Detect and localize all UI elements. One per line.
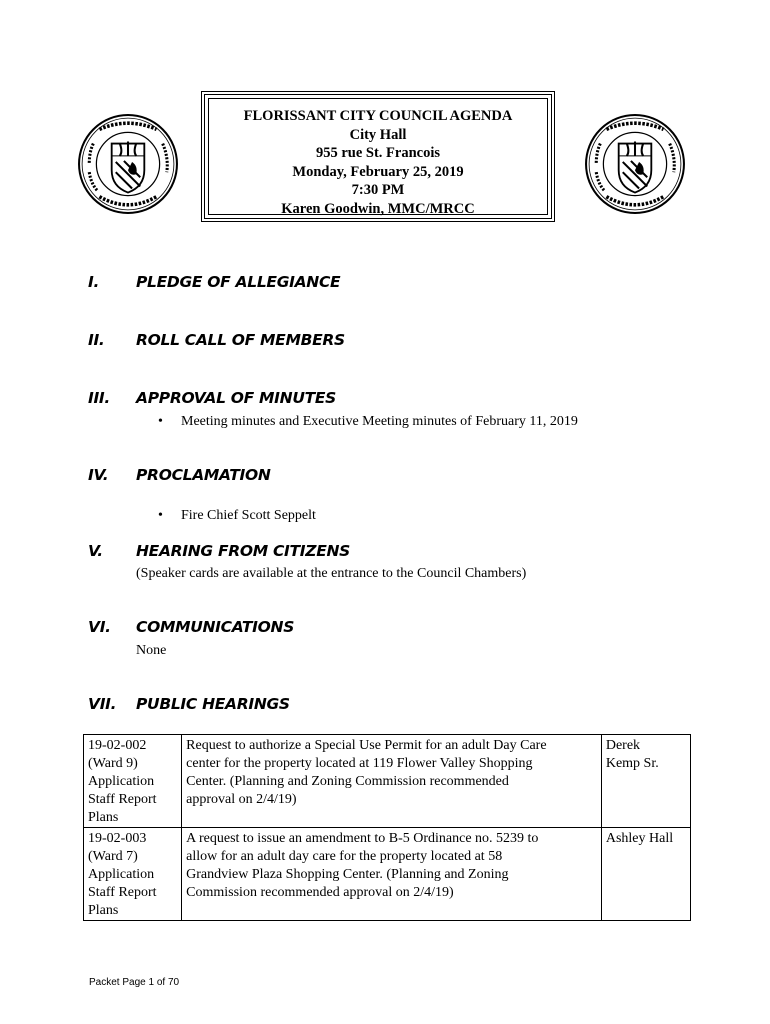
city-seal-icon [584, 113, 686, 215]
public-hearings-table [83, 734, 691, 921]
description-line: center for the property located at 119 Flower Valley Shopping [186, 756, 533, 771]
description-line: approval on 2/4/19) [186, 792, 297, 807]
plans-label: Plans [88, 810, 119, 825]
section-number: VII. [88, 695, 117, 713]
section-title-pledge: PLEDGE OF ALLEGIANCE [136, 273, 341, 291]
description-line: allow for an adult day care for the property located at 58 [186, 849, 503, 864]
proclamation-item: Fire Chief Scott Seppelt [181, 508, 316, 523]
hearing-ref-cell [84, 828, 182, 921]
agenda-header [201, 91, 555, 222]
table-row [84, 828, 691, 921]
table-row [84, 735, 691, 828]
plans-label: Plans [88, 903, 119, 918]
description-line: A request to issue an amendment to B-5 Ordinance no. 5239 to [186, 831, 539, 846]
hearing-ward: (Ward 9) [88, 756, 138, 771]
hearing-number: 19-02-003 [88, 831, 147, 846]
section-title-minutes: APPROVAL OF MINUTES [136, 389, 337, 407]
hearing-ref-cell [84, 735, 182, 828]
section-number: VI. [88, 618, 111, 636]
hearing-presenter-cell [601, 828, 690, 921]
section-number: III. [88, 389, 110, 407]
venue: City Hall [349, 126, 407, 143]
presenter-line: Derek [605, 738, 641, 753]
staff-report-label: Staff Report [88, 885, 157, 900]
bullet-point: • [158, 414, 163, 429]
communications-note: None [136, 643, 167, 658]
minutes-item: Meeting minutes and Executive Meeting minutes of February 11, 2019 [181, 414, 578, 429]
meeting-time: 7:30 PM [351, 182, 405, 198]
hearing-ward: (Ward 7) [88, 849, 138, 864]
hearing-description-cell [182, 735, 602, 828]
description-line: Commission recommended approval on 2/4/19) [186, 885, 454, 900]
hearing-presenter-cell [601, 735, 690, 828]
section-number: IV. [88, 466, 109, 484]
application-label: Application [88, 867, 155, 882]
hearing-number: 19-02-002 [88, 738, 147, 753]
agenda-title: FLORISSANT CITY COUNCIL AGENDA [243, 108, 513, 124]
bullet-point: • [158, 508, 163, 523]
section-title-public-hearings: PUBLIC HEARINGS [136, 695, 290, 713]
citizens-note: (Speaker cards are available at the entrance to the Council Chambers) [136, 566, 527, 581]
city-seal-icon [77, 113, 179, 215]
section-number: I. [88, 273, 100, 291]
description-line: Grandview Plaza Shopping Center. (Planning and Zoning [186, 867, 509, 882]
section-title-proclamation: PROCLAMATION [136, 466, 271, 484]
meeting-date: Monday, February 25, 2019 [292, 163, 464, 180]
city-clerk: Karen Goodwin, MMC/MRCC [281, 200, 475, 217]
section-title-communications: COMMUNICATIONS [136, 618, 295, 636]
page-footer: Packet Page 1 of 70 [89, 977, 180, 988]
presenter-line: Ashley Hall [605, 831, 674, 846]
description-line: Request to authorize a Special Use Permit for an adult Day Care [186, 738, 547, 753]
hearing-description-cell [182, 828, 602, 921]
address: 955 rue St. Francois [315, 145, 441, 161]
section-title-roll-call: ROLL CALL OF MEMBERS [136, 331, 345, 349]
staff-report-label: Staff Report [88, 792, 157, 807]
section-number: II. [88, 331, 105, 349]
presenter-line: Kemp Sr. [605, 756, 659, 771]
description-line: Center. (Planning and Zoning Commission recommended [186, 774, 509, 789]
section-number: V. [88, 542, 103, 560]
section-title-citizens: HEARING FROM CITIZENS [136, 542, 351, 560]
application-label: Application [88, 774, 155, 789]
